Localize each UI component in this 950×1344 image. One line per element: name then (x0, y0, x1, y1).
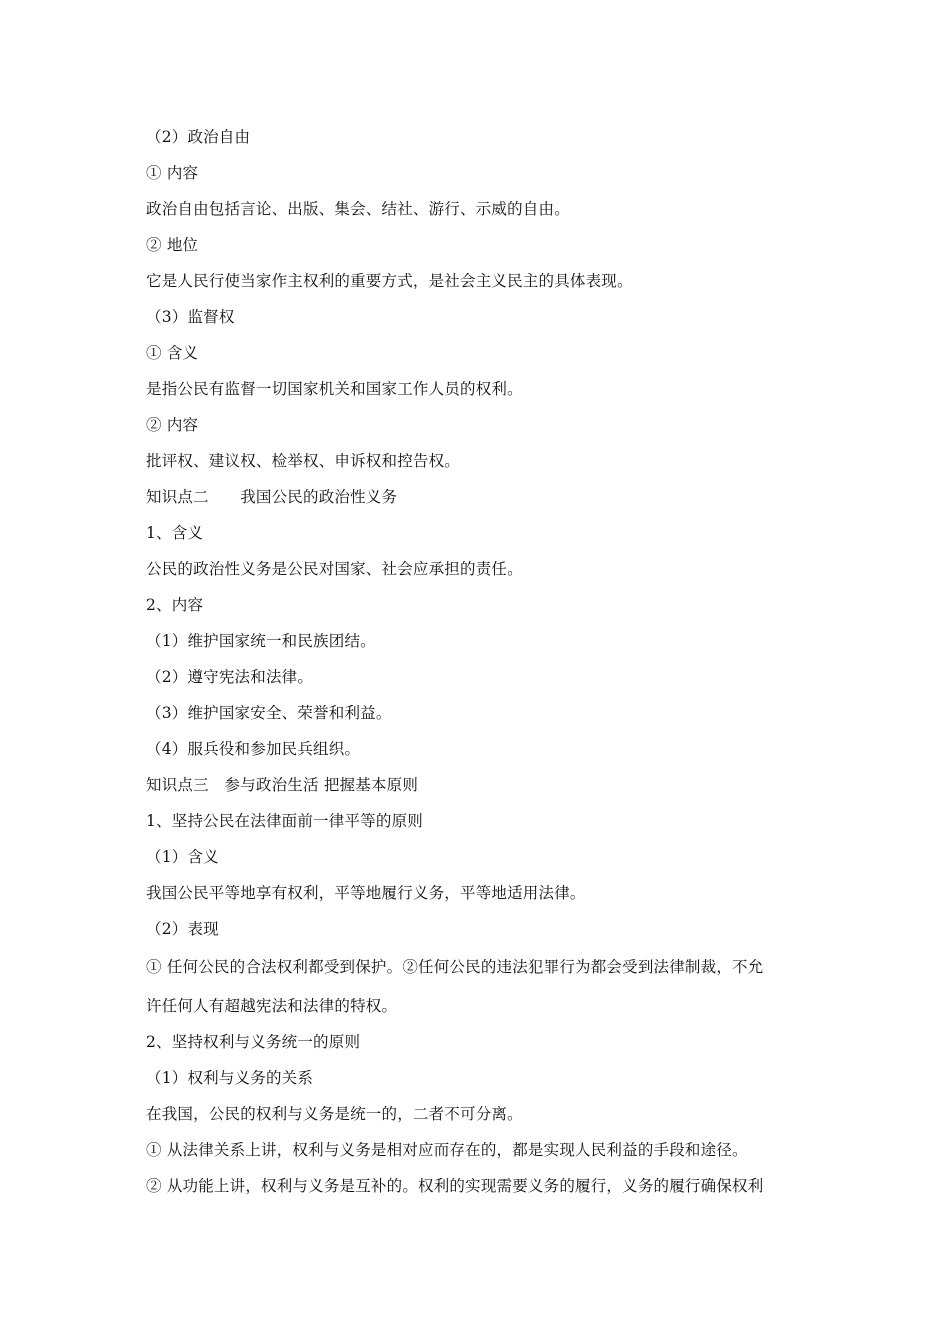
paragraph: 我国公民平等地享有权利，平等地履行义务，平等地适用法律。 (146, 884, 586, 902)
paragraph: ① 任何公民的合法权利都受到保护。②任何公民的违法犯罪行为都会受到法律制裁，不允 (146, 958, 764, 976)
section-heading-knowledge-point-3: 知识点三 参与政治生活 把握基本原则 (146, 776, 419, 794)
numbered-heading: 1、含义 (146, 524, 204, 542)
section-heading-knowledge-point-2: 知识点二 我国公民的政治性义务 (146, 488, 398, 506)
paragraph: 在我国，公民的权利与义务是统一的，二者不可分离。 (146, 1105, 523, 1123)
subsection-heading-relationship: （1）权利与义务的关系 (146, 1069, 314, 1087)
list-item: （4）服兵役和参加民兵组织。 (146, 740, 361, 758)
paragraph: 公民的政治性义务是公民对国家、社会应承担的责任。 (146, 560, 523, 578)
list-item: （3）维护国家安全、荣誉和利益。 (146, 704, 392, 722)
paragraph: 是指公民有监督一切国家机关和国家工作人员的权利。 (146, 380, 523, 398)
subsection-heading-supervision-right: （3）监督权 (146, 308, 235, 326)
numbered-heading: 1、坚持公民在法律面前一律平等的原则 (146, 812, 423, 830)
item-heading-content: ① 内容 (146, 164, 199, 182)
paragraph: 它是人民行使当家作主权利的重要方式，是社会主义民主的具体表现。 (146, 272, 633, 290)
item-heading-content: ② 内容 (146, 416, 199, 434)
numbered-heading: 2、内容 (146, 596, 204, 614)
paragraph: ① 从法律关系上讲，权利与义务是相对应而存在的，都是实现人民利益的手段和途径。 (146, 1141, 748, 1159)
document-body (146, 119, 816, 1204)
item-heading-status: ② 地位 (146, 236, 199, 254)
paragraph: ② 从功能上讲，权利与义务是互补的。权利的实现需要义务的履行，义务的履行确保权利 (146, 1177, 764, 1195)
subsection-heading-manifestation: （2）表现 (146, 920, 219, 938)
numbered-heading: 2、坚持权利与义务统一的原则 (146, 1033, 361, 1051)
list-item: （2）遵守宪法和法律。 (146, 668, 314, 686)
paragraph: 政治自由包括言论、出版、集会、结社、游行、示威的自由。 (146, 200, 570, 218)
subsection-heading-political-freedom: （2）政治自由 (146, 128, 251, 146)
subsection-heading-meaning: （1）含义 (146, 848, 219, 866)
paragraph: 批评权、建议权、检举权、申诉权和控告权。 (146, 452, 461, 470)
paragraph-continuation: 许任何人有超越宪法和法律的特权。 (146, 997, 398, 1015)
item-heading-meaning: ① 含义 (146, 344, 199, 362)
list-item: （1）维护国家统一和民族团结。 (146, 632, 376, 650)
